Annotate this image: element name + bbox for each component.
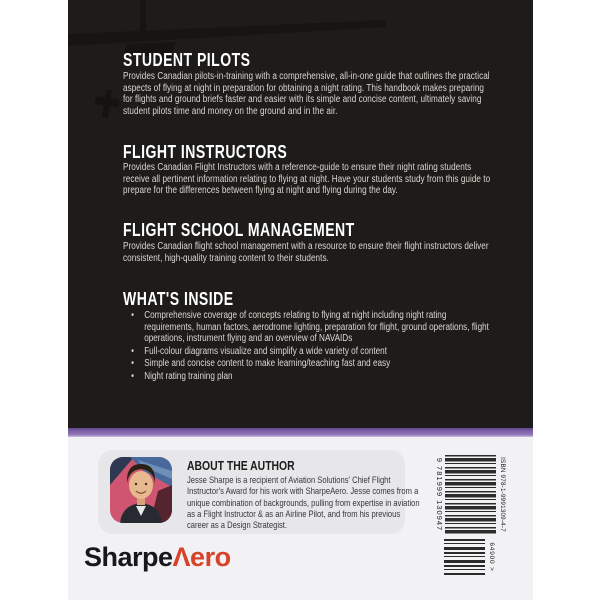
bullet-dot: • <box>131 345 135 357</box>
section-body-flight-school-management: Provides Canadian flight school management with a resource to ensure their flight instructors deliver consistent, high-quality training content to their students. <box>123 241 489 264</box>
sharpeaero-logo <box>84 542 231 573</box>
bullet-item <box>123 358 491 370</box>
section-heading-student-pilots: STUDENT PILOTS <box>123 50 251 70</box>
section-body-student-pilots: Provides Canadian pilots-in-training with a comprehensive, all-in-one guide that outlines the practical aspects of flying at night in preparation for obtaining a night rating. This handbook makes preparing for flights and ground briefs faster and easier with its simple and concise content, ultimately saving student pilots time and money on the ground and in the air. <box>123 71 490 117</box>
logo-text-sharpe: Sharpe <box>84 542 173 572</box>
about-body-text: Jesse Sharpe is a recipient of Aviation Solutions' Chief Flight Instructor's Award for his work with SharpeAero. Jesse comes from a unique combination of backgrounds, pulling from expertise in aviation as a Flight Instructor & as an Airline Pilot, and from his previous career as a Design Strategist. <box>187 474 420 531</box>
purple-divider-stripe <box>68 428 533 437</box>
section-heading-whats-inside: WHAT'S INSIDE <box>123 289 234 309</box>
about-the-author-box <box>98 450 420 534</box>
isbn-barcode <box>434 452 506 537</box>
barcode-addon-digits: 64900 > <box>488 542 495 572</box>
bullet-text: Simple and concise content to make learning/teaching fast and easy <box>144 358 391 370</box>
isbn-label: ISBN 978-1-9991309-4-7 <box>499 457 506 532</box>
barcode-digits: 9 781999 130947 <box>434 457 444 532</box>
bullet-text: Night rating training plan <box>144 370 233 382</box>
logo-text-aero: Λero <box>172 542 231 572</box>
section-heading-flight-instructors: FLIGHT INSTRUCTORS <box>123 142 288 162</box>
section-body-flight-instructors: Provides Canadian Flight Instructors with a reference-guide to ensure their night rating students receive all pertinent information relating to flying at night. Have your students study from this guide to prepare for the differences between flying at night and flying during the day. <box>123 162 491 197</box>
bullet-dot: • <box>131 310 135 321</box>
barcode-bars <box>445 455 496 534</box>
bottom-panel <box>68 437 533 600</box>
bullet-item <box>123 371 491 383</box>
bullet-dot: • <box>131 370 135 382</box>
section-heading-flight-school-management: FLIGHT SCHOOL MANAGEMENT <box>123 220 355 240</box>
bullet-dot: • <box>131 358 135 370</box>
author-photo <box>110 457 172 523</box>
whats-inside-bullet-list <box>123 310 491 384</box>
about-heading: ABOUT THE AUTHOR <box>187 458 295 473</box>
bullet-item <box>123 310 491 345</box>
barcode-addon-bars <box>444 539 485 575</box>
author-portrait-illustration <box>110 457 172 523</box>
bullet-text: Full-colour diagrams visualize and simplify a wide variety of content <box>144 345 387 357</box>
barcode-addon <box>443 537 495 577</box>
bullet-item <box>123 346 491 358</box>
book-back-cover <box>68 0 533 600</box>
bullet-text: Comprehensive coverage of concepts relating to flying at night including night rating requirements, human factors, aerodrome lighting, preparation for flight, ground operations, flight operations, instrument flying and an overview of NAVAIDs <box>144 310 489 345</box>
